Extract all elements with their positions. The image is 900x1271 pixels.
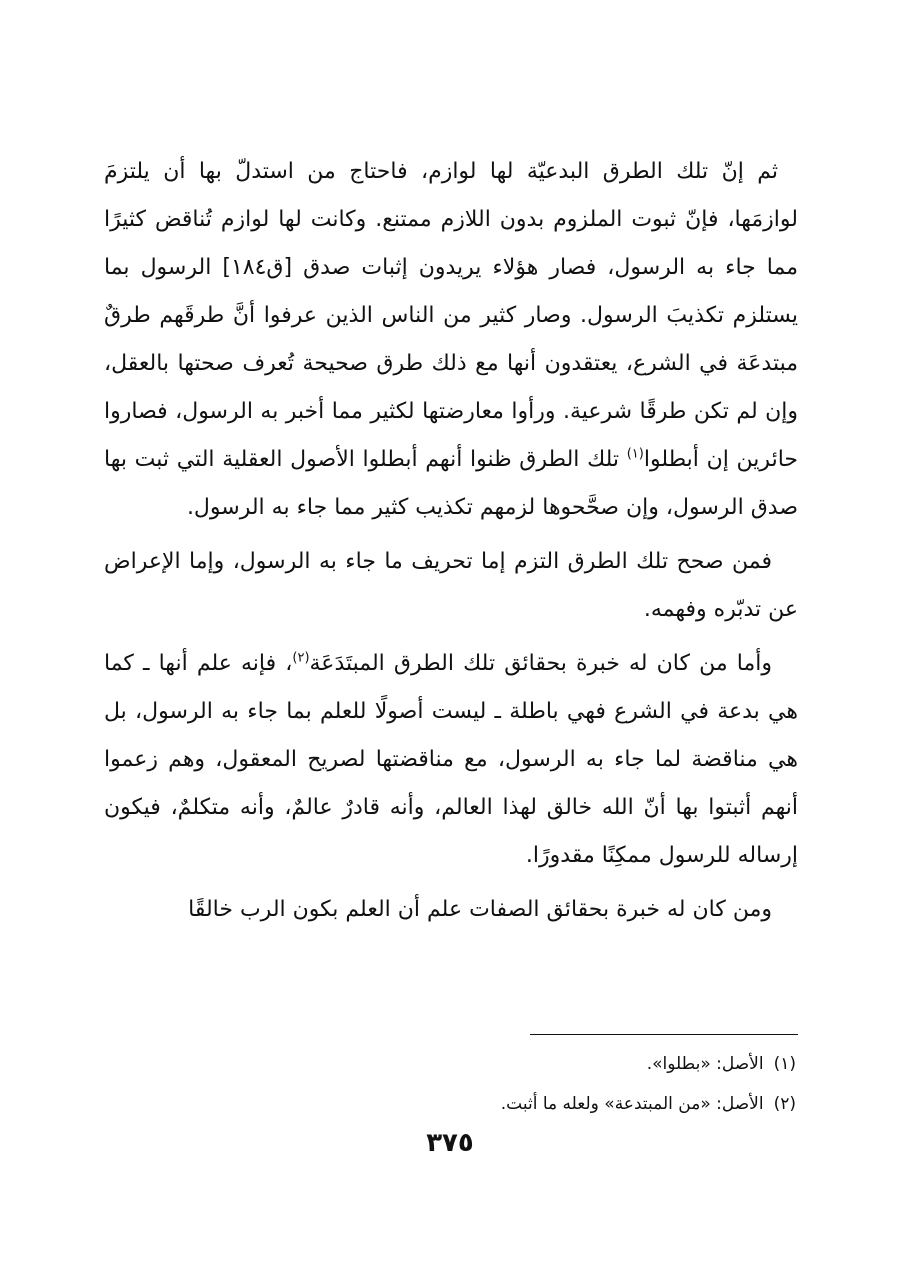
footnote-2-number: (٢) [773,1094,796,1114]
paragraph-3 [104,640,798,880]
paragraph-1-text-a: ثم إنّ تلك الطرق البدعيّة لها لوازم، فاحتاج من استدلّ بها أن يلتزمَ لوازمَها، فإنّ ثبوت الملزوم بدون اللازم ممتنع. وكانت لها لوازم تُناقض كثيرًا مما جاء به الرسول، فصار هؤلاء يريدون إثبات صدق [ق١٨٤] الرسول بما يستلزم تكذيبَ الرسول. وصار كثير من الناس الذين عرفوا أنَّ طرقَهم طرقٌ مبتدعَة في الشرع، يعتقدون أنها مع ذلك طرق صحيحة تُعرف صحتها بالعقل، وإن لم تكن طرقًا شرعية. ورأوا معارضتها لكثير مما أخبر به الرسول، فصاروا حائرين إن أبطلوا [104,159,799,472]
main-text [104,148,798,940]
paragraph-4-text: ومن كان له خبرة بحقائق الصفات علم أن العلم بكون الرب خالقًا [188,897,772,922]
paragraph-4 [104,886,798,934]
footnote-ref-1: (١) [626,446,644,462]
paragraph-1-text-b: تلك الطرق ظنوا أنهم أبطلوا الأصول العقلية التي ثبت بها صدق الرسول، وإن صحَّحوها لزمهم تكذيب كثير مما جاء به الرسول. [104,447,798,520]
footnote-1-number: (١) [773,1054,796,1074]
footnote-1 [102,1044,796,1084]
paragraph-3-text-b: ، فإنه علم أنها ـ كما هي بدعة في الشرع فهي باطلة ـ ليست أصولًا للعلم بما جاء به الرسول، بل هي مناقضة لما جاء به الرسول، مع مناقضتها لصريح المعقول، وهم زعموا أنهم أثبتوا بها أنّ الله خالق لهذا العالم، وأنه قادرٌ عالمٌ، وأنه متكلمٌ، فيكون إرساله للرسول ممكِنًا مقدورًا. [104,651,798,868]
paragraph-2 [104,538,798,634]
paragraph-2-text: فمن صحح تلك الطرق التزم إما تحريف ما جاء به الرسول، وإما الإعراض عن تدبّره وفهمه. [104,549,798,622]
paragraph-1 [104,148,798,532]
footnote-ref-2: (٢) [292,650,310,666]
page-number: ٣٧٥ [426,1128,474,1158]
footnote-separator [530,1034,798,1035]
footnote-2-text: الأصل: «من المبتدعة» ولعله ما أثبت. [500,1094,764,1114]
paragraph-3-text-a: وأما من كان له خبرة بحقائق تلك الطرق المبتَدَعَة [309,651,772,676]
footnote-2 [102,1084,796,1124]
footnotes [102,1044,796,1124]
footnote-1-text: الأصل: «بطلوا». [646,1054,764,1074]
